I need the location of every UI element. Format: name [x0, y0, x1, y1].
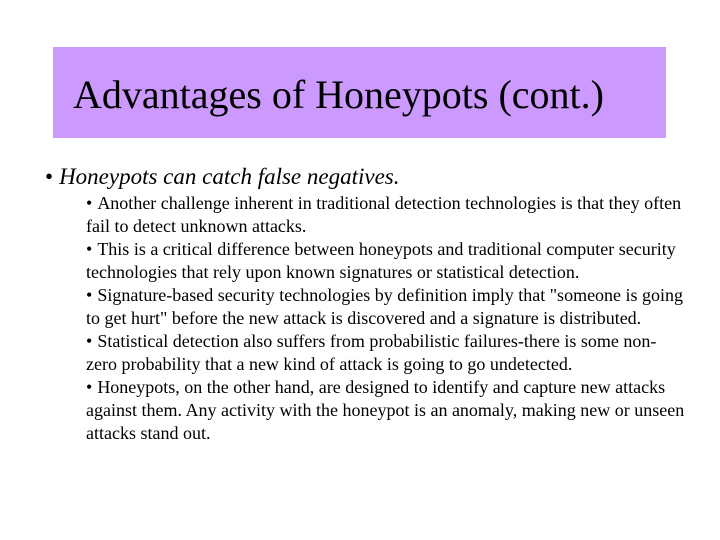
- sub-bullet-item: [86, 330, 686, 376]
- bullet-marker: •: [45, 164, 54, 189]
- sub-bullet-item: [86, 192, 686, 238]
- main-bullet-text: Honeypots can catch false negatives.: [59, 164, 400, 189]
- title-banner: [53, 47, 666, 138]
- sub-bullet-item: [86, 376, 686, 445]
- sub-bullet-item: [86, 238, 686, 284]
- sub-bullet-text: Signature-based security technologies by definition imply that "someone is going to get hurt" before the new attack is discovered and a signature is distributed.: [86, 285, 684, 328]
- sub-bullet-item: [86, 284, 686, 330]
- sub-bullet-text: This is a critical difference between honeypots and traditional computer security technologies that rely upon known signatures or statistical detection.: [86, 239, 676, 282]
- bullet-marker: •: [86, 239, 93, 259]
- bullet-marker: •: [86, 285, 93, 305]
- sub-bullet-text: Another challenge inherent in traditional detection technologies is that they often fail to detect unknown attacks.: [86, 193, 682, 236]
- sub-bullet-text: Honeypots, on the other hand, are designed to identify and capture new attacks against them. Any activity with the honeypot is an anomaly, making new or unseen attacks stand out.: [86, 377, 685, 443]
- bullet-marker: •: [86, 377, 93, 397]
- bullet-marker: •: [86, 193, 93, 213]
- sub-bullet-text: Statistical detection also suffers from probabilistic failures-there is some non-zero probability that a new kind of attack is going to go undetected.: [86, 331, 657, 374]
- bullet-marker: •: [86, 331, 93, 351]
- main-bullet-point: [45, 163, 400, 191]
- slide-title: Advantages of Honeypots (cont.): [73, 71, 604, 117]
- sub-bullet-list: [86, 192, 686, 445]
